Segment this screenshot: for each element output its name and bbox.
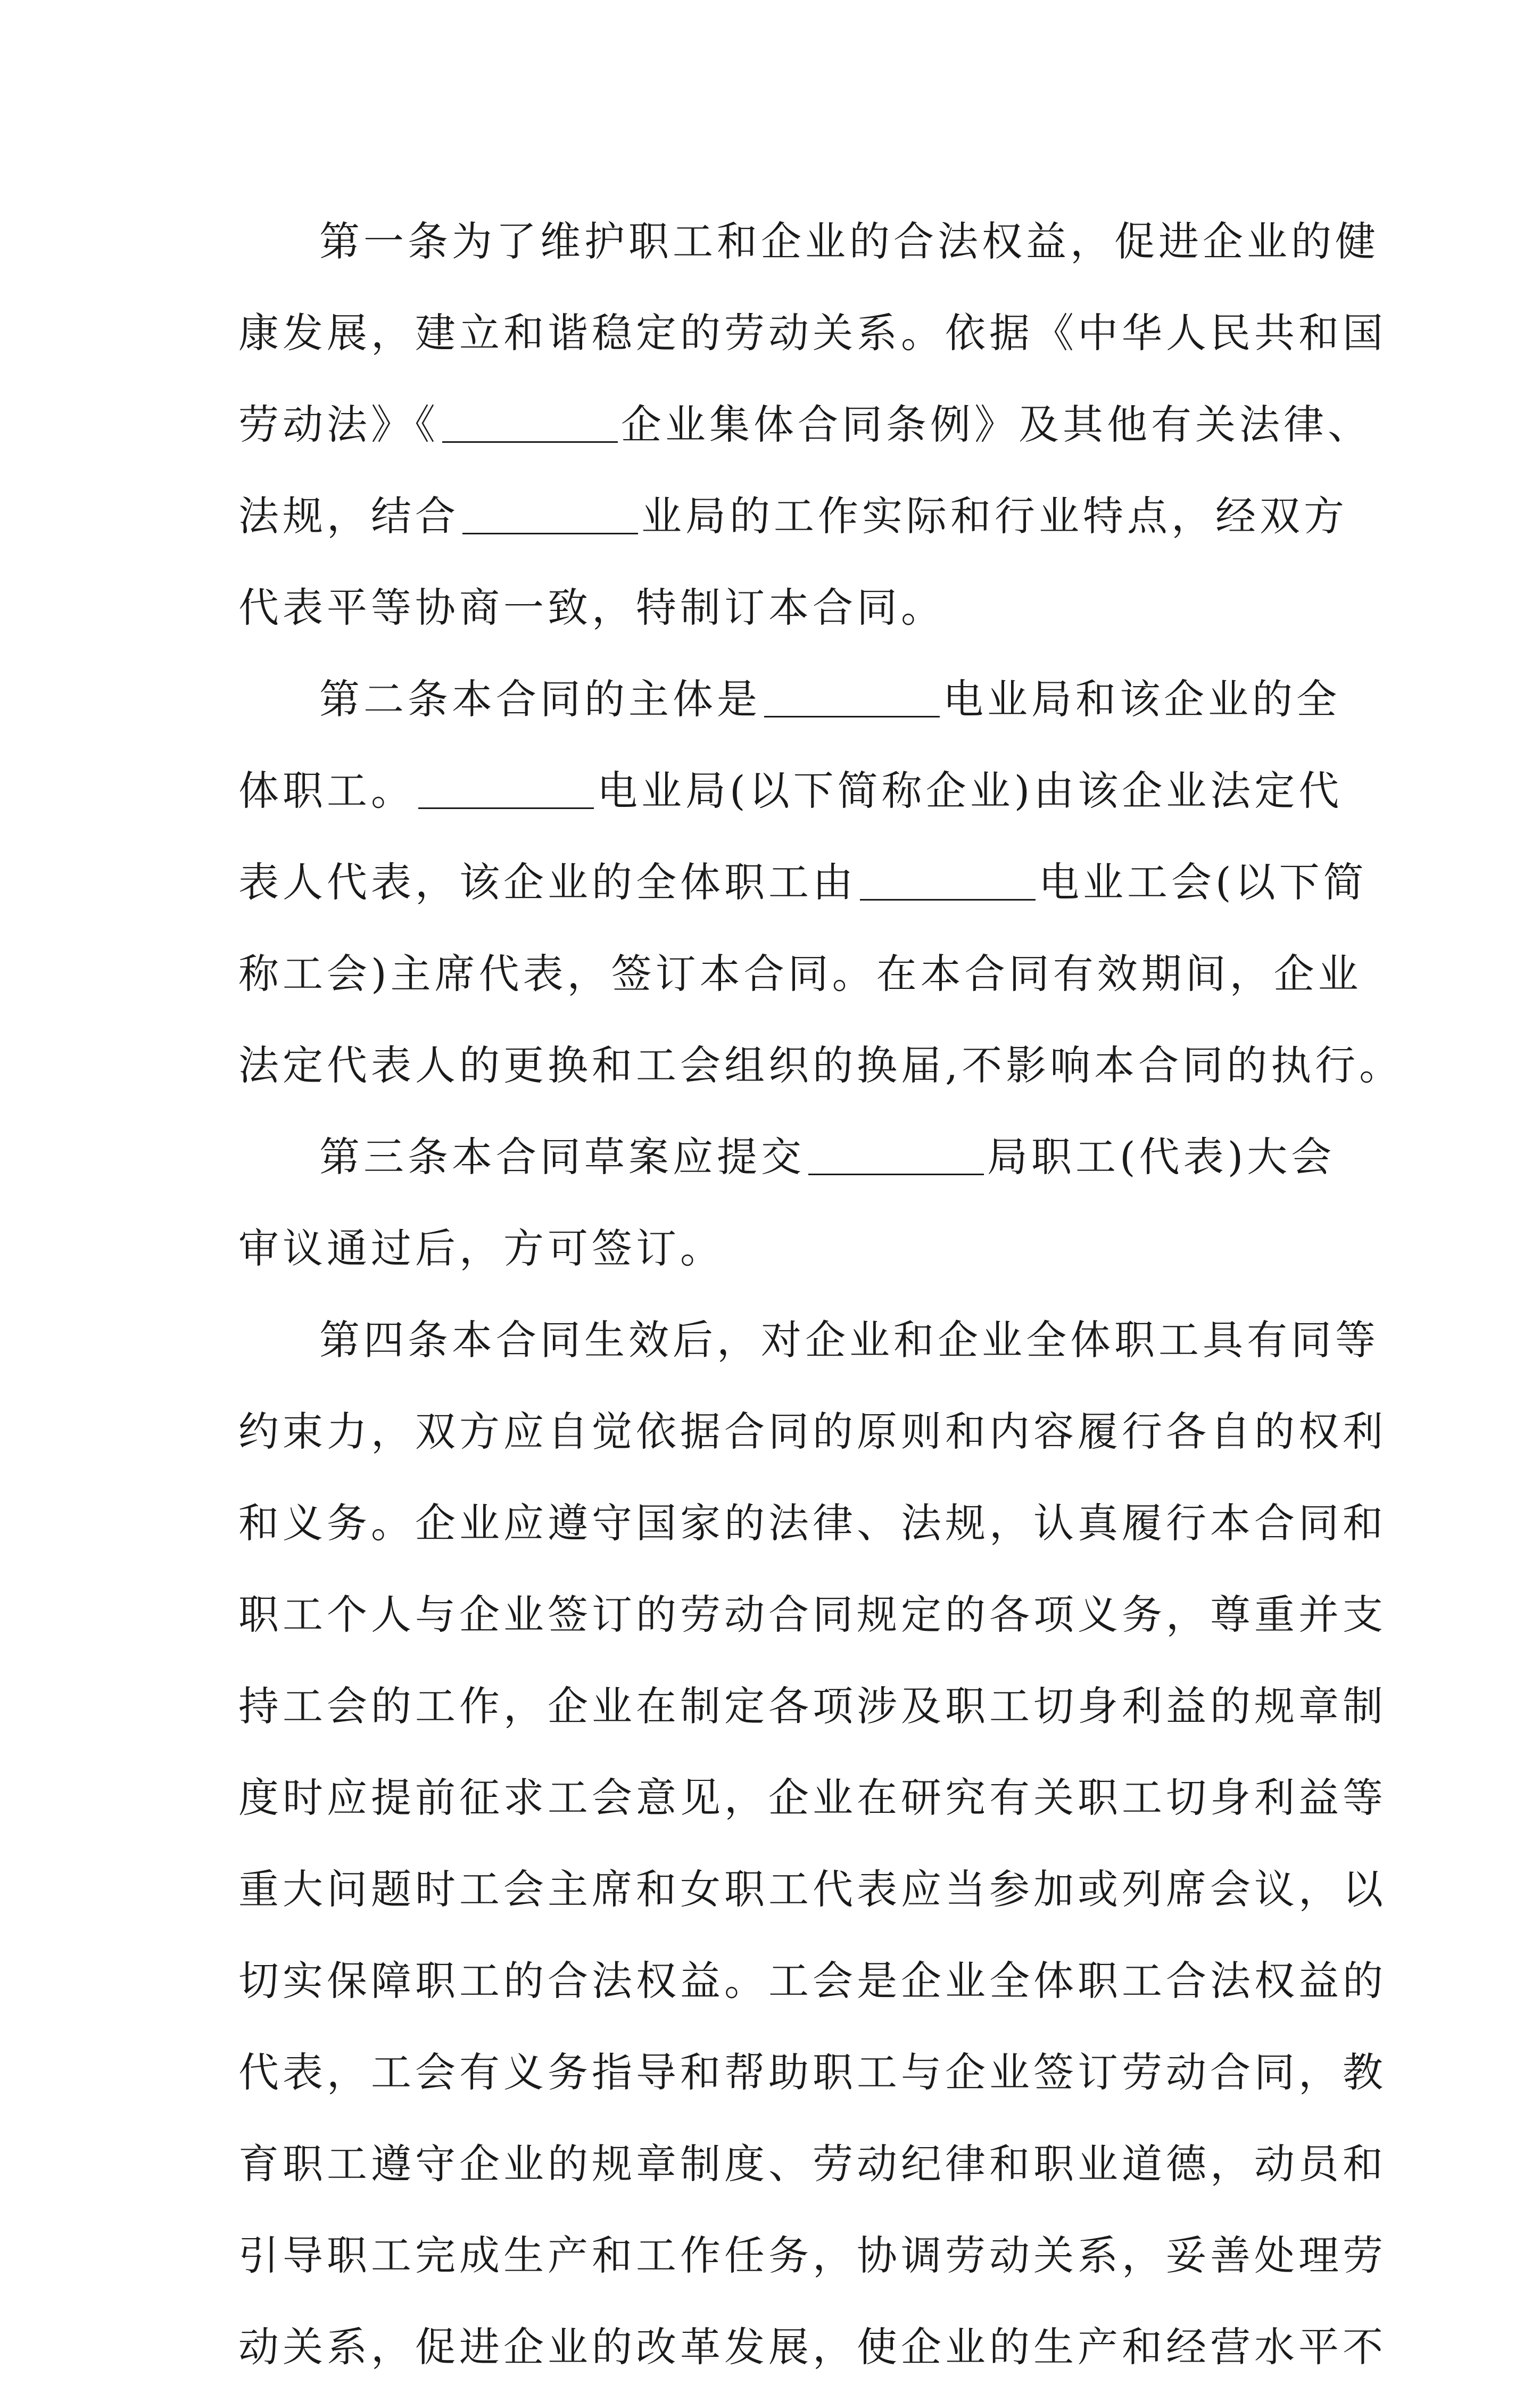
article-4-line-7: 重大问题时工会主席和女职工代表应当参加或列席会议，以 bbox=[238, 1866, 1387, 1913]
article-4-line-1: 第四条本合同生效后，对企业和企业全体职工具有同等 bbox=[319, 1316, 1379, 1364]
article-4-line-9: 代表，工会有义务指导和帮助职工与企业签订劳动合同，教 bbox=[238, 2049, 1387, 2096]
article-2-line-4: 称工会)主席代表，签订本合同。在本合同有效期间，企业 bbox=[238, 950, 1362, 997]
article-3-line-1-start: 第三条本合同草案应提交 bbox=[319, 1133, 805, 1181]
article-4-line-8: 切实保障职工的合法权益。工会是企业全体职工合法权益的 bbox=[238, 1957, 1387, 2004]
article-4-line-2: 约束力，双方应自觉依据合同的原则和内容履行各自的权利 bbox=[238, 1408, 1387, 1455]
article-1-line-3-start: 劳动法》《 bbox=[238, 401, 439, 448]
article-2-line-1-start: 第二条本合同的主体是 bbox=[319, 675, 761, 723]
article-3-line-2: 审议通过后，方可签订。 bbox=[238, 1225, 724, 1272]
article-4-line-12: 动关系，促进企业的改革发展，使企业的生产和经营水平不 bbox=[238, 2323, 1387, 2371]
article-1-line-4-start: 法规，结合 bbox=[238, 492, 459, 540]
article-4-line-6: 度时应提前征求工会意见，企业在研究有关职工切身利益等 bbox=[238, 1774, 1387, 1821]
article-4-line-11: 引导职工完成生产和工作任务，协调劳动关系，妥善处理劳 bbox=[238, 2232, 1387, 2279]
article-1-line-5: 代表平等协商一致，特制订本合同。 bbox=[238, 584, 945, 631]
article-3-line-1-end: 局职工(代表)大会 bbox=[987, 1133, 1336, 1181]
blank-underline bbox=[808, 1137, 984, 1175]
article-2-line-2-end: 电业局(以下简称企业)由该企业法定代 bbox=[597, 767, 1343, 814]
blank-underline bbox=[860, 862, 1036, 900]
article-2-line-1 bbox=[238, 654, 1340, 745]
blank-underline bbox=[462, 496, 638, 534]
article-1-line-3 bbox=[238, 379, 1372, 471]
article-2-line-2-start: 体职工。 bbox=[238, 767, 415, 814]
document-body bbox=[238, 196, 1404, 2393]
article-2-line-1-end: 电业局和该企业的全 bbox=[943, 675, 1340, 723]
article-3-line-1 bbox=[238, 1111, 1336, 1203]
blank-underline bbox=[442, 405, 618, 442]
article-4-line-3: 和义务。企业应遵守国家的法律、法规，认真履行本合同和 bbox=[238, 1499, 1387, 1547]
article-2-line-3-start: 表人代表，该企业的全体职工由 bbox=[238, 859, 857, 906]
article-4-line-5: 持工会的工作，企业在制定各项涉及职工切身利益的规章制 bbox=[238, 1682, 1387, 1730]
article-1-line-1: 第一条为了维护职工和企业的合法权益，促进企业的健 bbox=[319, 218, 1379, 265]
article-4-line-10: 育职工遵守企业的规章制度、劳动纪律和职业道德，动员和 bbox=[238, 2140, 1387, 2188]
blank-underline bbox=[764, 679, 940, 717]
article-1-line-4 bbox=[238, 471, 1348, 562]
article-2-line-2 bbox=[238, 745, 1343, 837]
article-2-line-3 bbox=[238, 837, 1368, 928]
article-1-line-2: 康发展，建立和谐稳定的劳动关系。依据《中华人民共和国 bbox=[238, 309, 1387, 357]
article-1-line-4-end: 业局的工作实际和行业特点，经双方 bbox=[641, 492, 1348, 540]
article-4-line-4: 职工个人与企业签订的劳动合同规定的各项义务，尊重并支 bbox=[238, 1591, 1387, 1638]
article-2-line-5: 法定代表人的更换和工会组织的换届,不影响本合同的执行。 bbox=[238, 1042, 1404, 1089]
article-1-line-3-end: 企业集体合同条例》及其他有关法律、 bbox=[621, 401, 1372, 448]
article-2-line-3-end: 电业工会(以下简 bbox=[1039, 859, 1368, 906]
blank-underline bbox=[418, 771, 594, 808]
